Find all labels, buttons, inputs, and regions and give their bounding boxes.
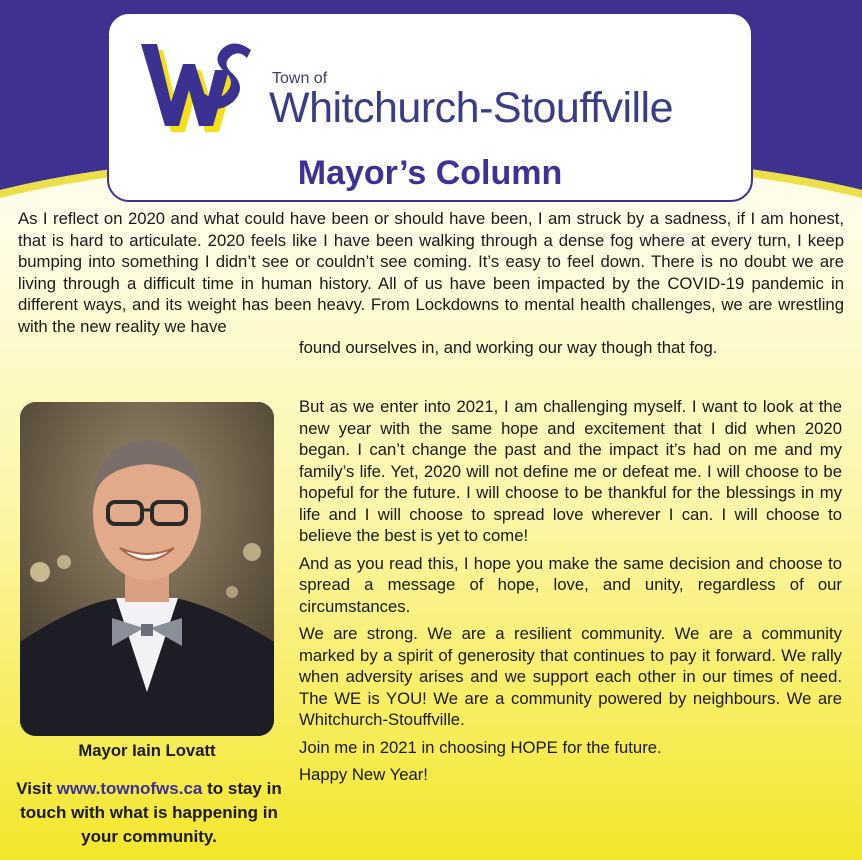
town-of-label: Town of — [272, 70, 328, 87]
paragraph-2: But as we enter into 2021, I am challenging myself. I want to look at the new year with the same hope and excitement that I did when 2020 began. I can’t change the past and the impact it’s had on me and my family’s life. Yet, 2020 will not define me or defeat me. I will choose to be hopeful for the future. I will choose to be thankful for the blessings in my life and I will choose to spread love wherever I can. I will choose to believe the best is yet to come! — [299, 397, 842, 545]
paragraph-3: And as you read this, I hope you make the same decision and choose to spread a message of hope, love, and unity, regardless of our circumstances. — [299, 553, 842, 616]
visit-message — [4, 777, 294, 849]
paragraph-4: We are strong. We are a resilient community. We are a community marked by a spirit of generosity that continues to pay it forward. We rally when adversity arises and we support each other in our times of need. The WE is YOU! We are a community powered by neighbours. We are Whitchurch-Stouffville. — [299, 624, 842, 729]
visit-suffix: to stay in touch with what is happening in your community. — [20, 779, 282, 846]
town-name: Whitchurch-Stouffville — [269, 84, 674, 132]
photo-caption: Mayor Iain Lovatt — [78, 741, 216, 760]
column-title: Mayor’s Column — [297, 154, 563, 192]
ws-logo-icon — [139, 36, 254, 136]
website-link[interactable]: www.townofws.ca — [56, 779, 203, 798]
article-intro — [18, 208, 844, 359]
mayor-photo — [20, 402, 274, 736]
paragraph-5: Join me in 2021 in choosing HOPE for the future. — [299, 737, 662, 757]
header-card — [107, 12, 753, 202]
intro-paragraph: As I reflect on 2020 and what could have been or should have been, I am struck by a sadness, if I am honest, that is hard to articulate. 2020 feels like I have been walking through a dense fog where at every turn, I keep bumping into something I didn’t see or couldn’t see coming. It’s easy to feel down. There is no doubt we are living through a difficult time in human history. All of us have been impacted by the COVID-19 pandemic in different ways, and its weight has been heavy. From Lockdowns to mental health challenges, we are wrestling with the new reality we have — [18, 209, 844, 336]
visit-prefix: Visit — [16, 779, 57, 798]
article-body — [299, 396, 842, 792]
paragraph-6: Happy New Year! — [299, 765, 428, 784]
intro-paragraph-end: found ourselves in, and working our way though that fog. — [299, 338, 718, 357]
